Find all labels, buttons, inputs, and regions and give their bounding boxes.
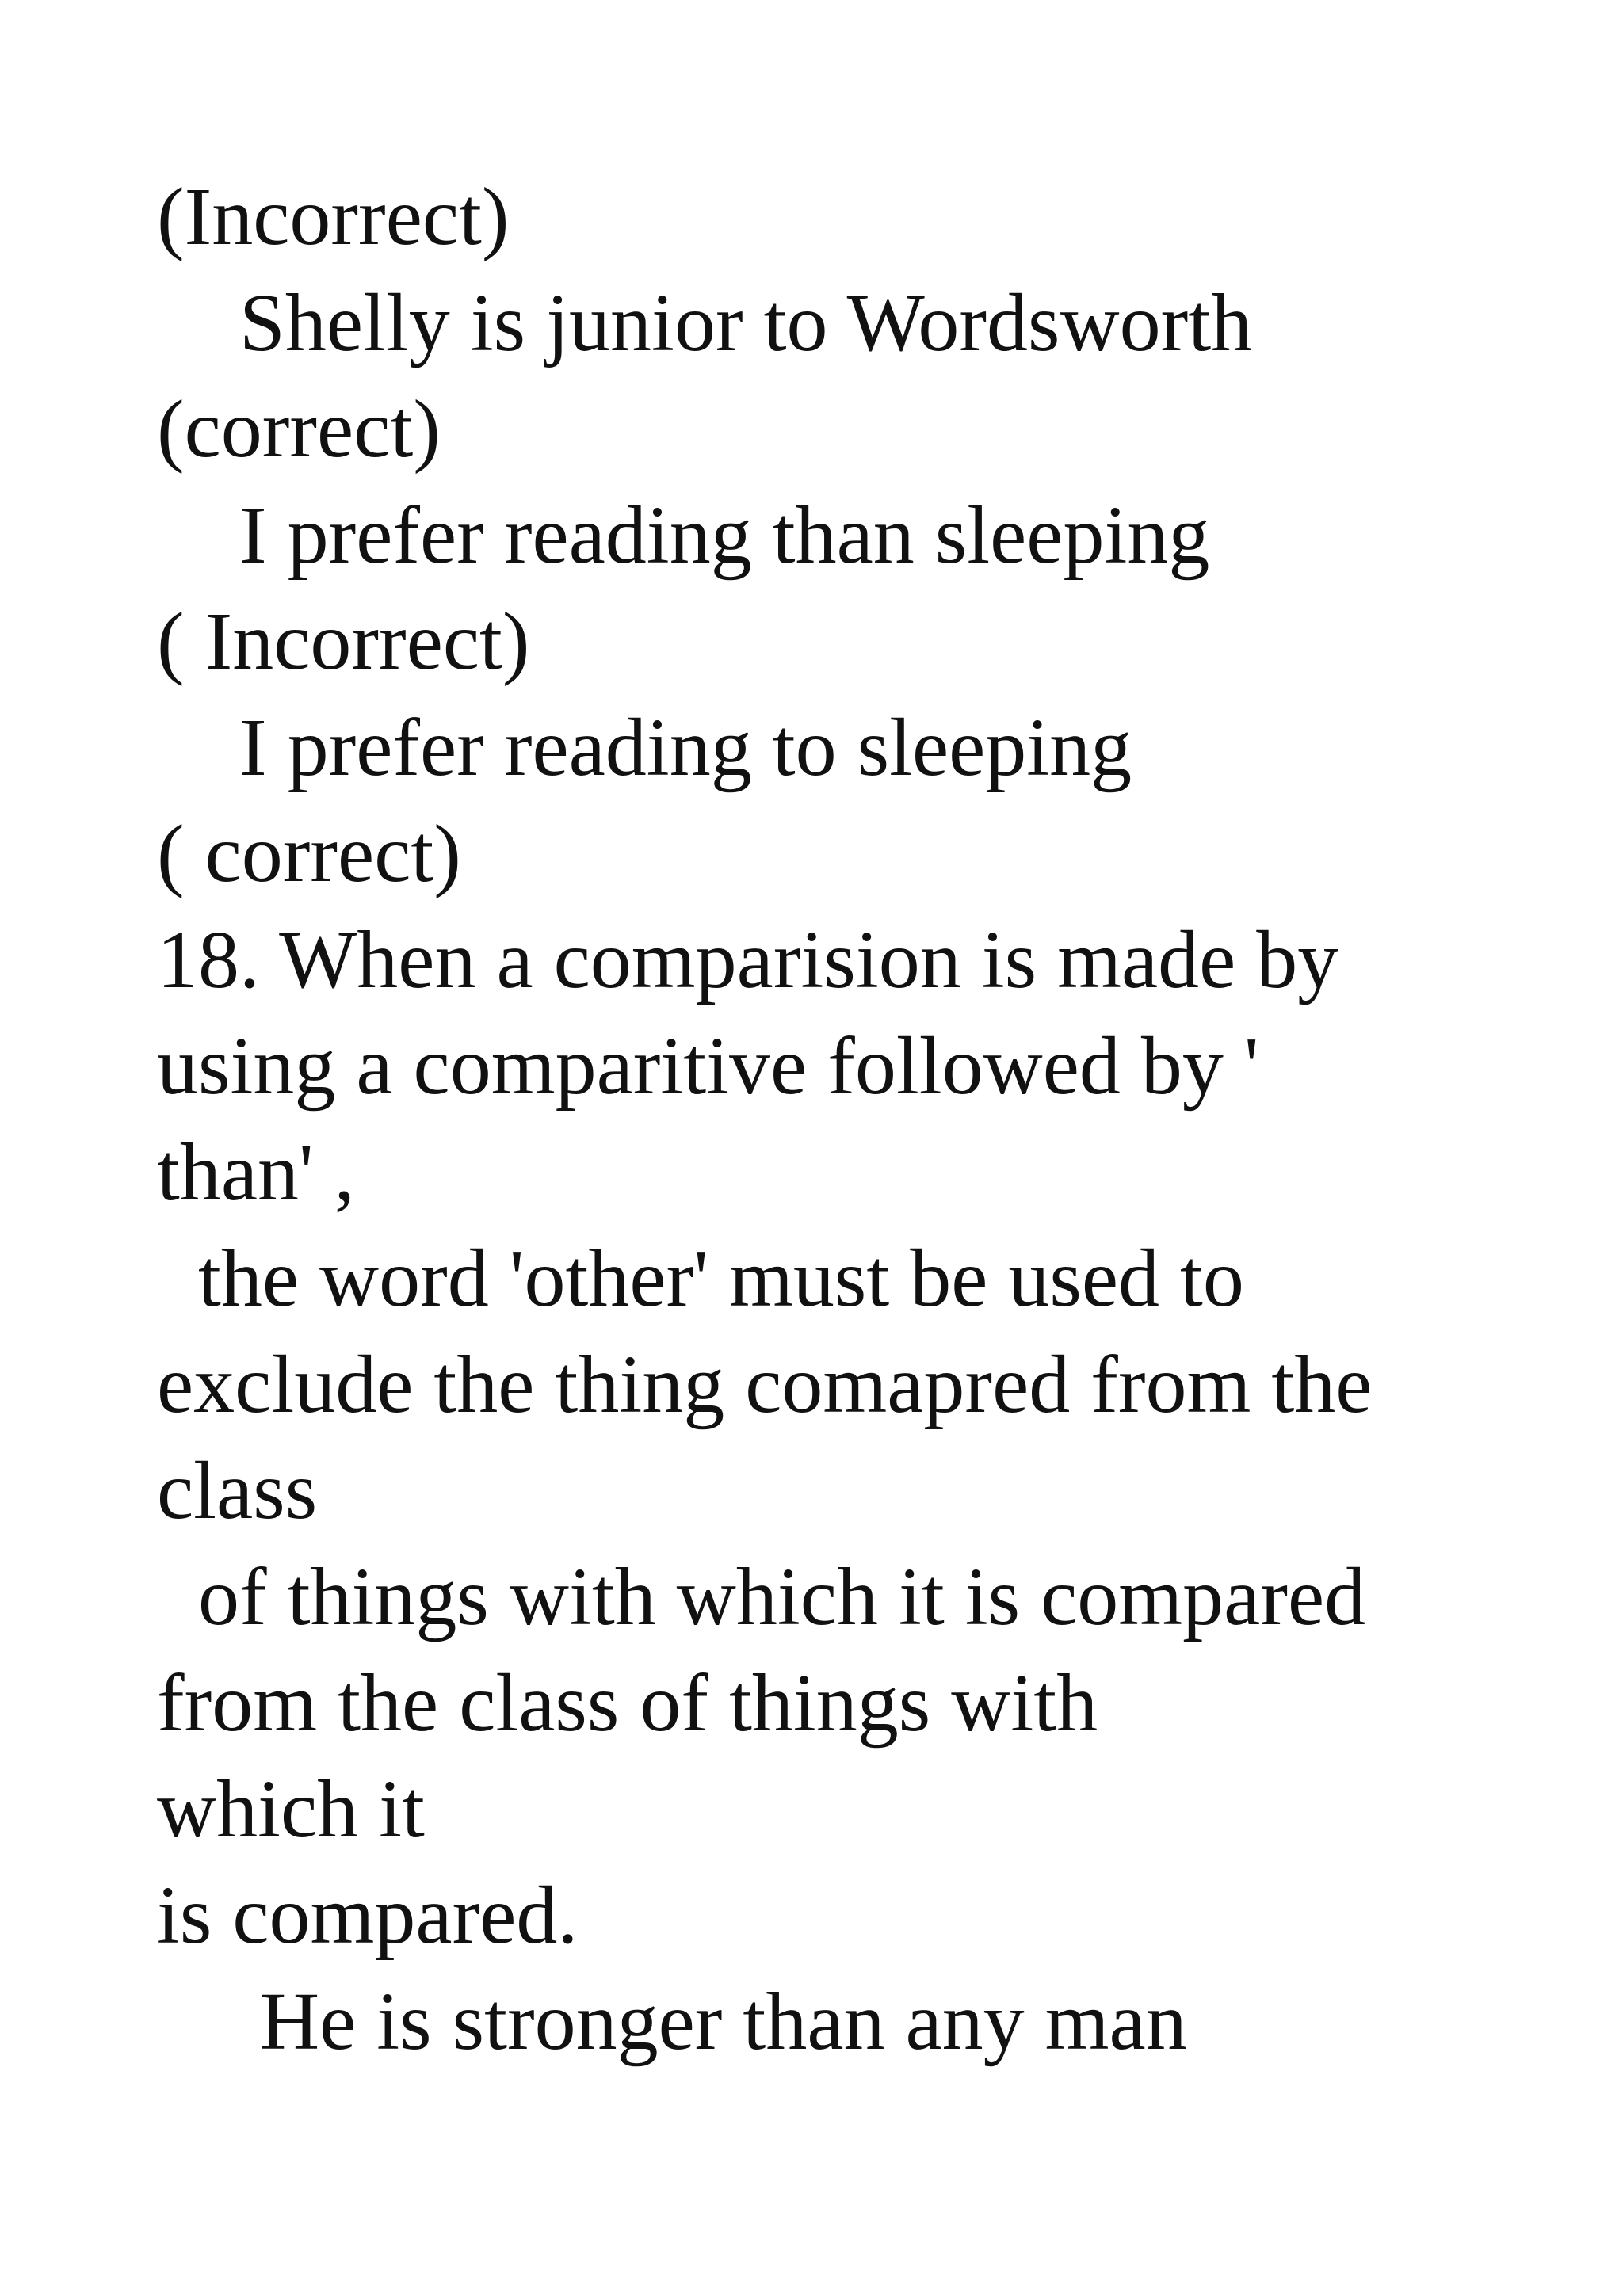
text-line: than' ,	[157, 1127, 355, 1218]
text-line: is compared.	[157, 1870, 579, 1961]
text-line: I prefer reading to sleeping	[157, 702, 1132, 793]
text-line: I prefer reading than sleeping	[157, 490, 1210, 581]
text-line: He is stronger than any man	[157, 1976, 1187, 2067]
text-line: Shelly is junior to Wordsworth	[157, 277, 1253, 368]
text-line: from the class of things with	[157, 1657, 1098, 1749]
text-line: (correct)	[157, 383, 441, 475]
text-line: (Incorrect)	[157, 171, 510, 262]
text-line: the word 'other' must be used to	[157, 1233, 1244, 1324]
text-line: using a comparitive followed by '	[157, 1020, 1259, 1112]
text-line: ( Incorrect)	[157, 596, 530, 687]
text-line: which it	[157, 1764, 425, 1855]
text-line: ( correct)	[157, 808, 461, 899]
text-line: class	[157, 1445, 318, 1536]
text-line: of things with which it is compared	[157, 1551, 1366, 1642]
text-line: 18. When a comparision is made by	[157, 914, 1339, 1005]
text-line: exclude the thing comapred from the	[157, 1339, 1373, 1430]
